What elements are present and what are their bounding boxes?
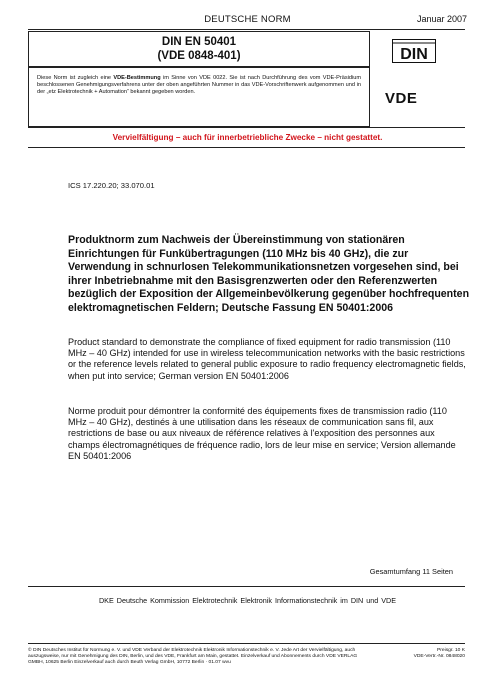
- issue-date: Januar 2007: [416, 14, 467, 24]
- copyright-footer: © DIN Deutsches Institut für Normung e. V. und VDE Verband der Elektrotechnik Elektronik Informationstechnik e. V. Jede Art der Vervielfältigung, auch auszugsweise, nur mit Genehmigung des DIN, Berlin, und des VDE, Frankfurt am Main, gestattet. Einzelverkauf und Abonnements durch VDE VERLAG GMBH, 10625 Berlin Einzelverkauf auch durch Beuth Verlag GmbH, 10772 Berlin · 01.07 wvu: [28, 648, 358, 666]
- title-french: Norme produit pour démontrer la conformité des équipements fixes de transmission radio (110 MHz – 40 GHz), destinés à une utilisation dans les réseaux de communication sans fil, aux restrictions de base ou aux niveaux de référence relatives à l'exposition des personnes aux champs électromagnétiques de fréquence radio, lors de leur mise en service; Version allemande EN 50401:2006: [68, 406, 456, 461]
- title-german: Produktnorm zum Nachweis der Übereinstimmung von stationären Einrichtungen für Funkübertragungen (110 MHz bis 40 GHz), die zur Verwendung in schnurlosen Telekommunikationsnetzen vorgesehen sind, bei ihrer Inbetriebnahme mit den Basisgrenzwerten oder den Referenzwerten bezüglich der Exposition der Allgemeinbevölkerung gegenüber hochfrequenten elektromagnetischen Feldern; Deutsche Fassung EN 50401:2006: [68, 234, 470, 314]
- copy-warning: Vervielfältigung – auch für innerbetriebliche Zwecke – nicht gestattet.: [112, 133, 383, 142]
- din-logo-text: DIN: [400, 46, 428, 63]
- vde-order-number: VDE-Vertr.-Nr. 0848020: [413, 654, 465, 660]
- header-rule: [28, 29, 465, 30]
- note-text-bold: VDE-Bestimmung: [113, 75, 161, 81]
- total-pages: Gesamtumfang 11 Seiten: [369, 567, 453, 576]
- vde-regulation-note: [28, 67, 370, 127]
- note-rule: [28, 127, 465, 128]
- ics-codes: ICS 17.220.20; 33.070.01: [68, 181, 155, 190]
- standard-number: DIN EN 50401: [161, 36, 237, 48]
- din-logo: [392, 39, 436, 63]
- vde-logo: VDE: [385, 90, 418, 107]
- dke-committee: DKE Deutsche Kommission Elektrotechnik Elektronik Informationstechnik im DIN und VDE: [98, 596, 396, 605]
- standard-identifier-box: [28, 31, 370, 67]
- title-english: Product standard to demonstrate the compliance of fixed equipment for radio transmission (110 MHz – 40 GHz) intended for use in wireless telecommunication networks with the basic restrictions or the reference levels related to general public exposure to radio frequency electromagnetic fields, when put into service; German version EN 50401:2006: [68, 337, 466, 381]
- footer-rule: [28, 643, 465, 644]
- price-group: Preisgr. 10 K: [437, 648, 465, 653]
- warning-rule: [28, 147, 465, 148]
- vde-classification: (VDE 0848-401): [157, 50, 241, 62]
- note-text-end: im Sinne von VDE 0022. Sie ist nach Durchführung des vom VDE-Präsidium beschlossenen Genehmigungsverfahrens unter der oben angeführten Nummer in das VDE-Vorschriftenwerk aufgenommen und in der „etz Elektrotechnik + Automation“ bekannt gegeben worden.: [37, 75, 362, 96]
- document-type: DEUTSCHE NORM: [204, 14, 291, 25]
- footer-order-info: [385, 648, 465, 660]
- dke-rule: [28, 586, 465, 587]
- note-text-start: Diese Norm ist zugleich eine: [37, 75, 114, 81]
